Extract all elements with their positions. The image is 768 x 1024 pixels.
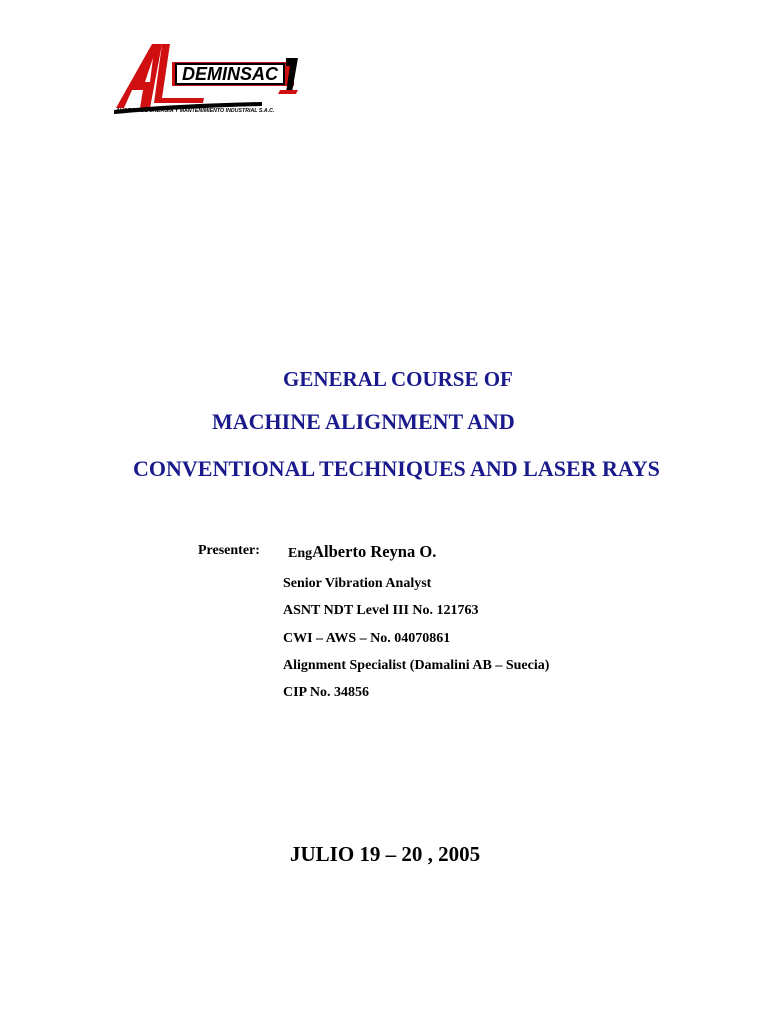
title-line-3: CONVENTIONAL TECHNIQUES AND LASER RAYS [133,456,660,481]
presenter-prefix: Eng [288,546,313,561]
presenter-fullname: Alberto Reyna O. [312,542,437,561]
logo-brand-text: DEMINSAC [182,64,279,84]
credential-2: ASNT NDT Level III No. 121763 [283,603,479,618]
logo-tagline: AHORRO DE ENERGIA Y MANTENIMIENTO INDUSTRIAL S.A.C. [116,108,275,114]
presenter-name [288,542,436,562]
event-date: JULIO 19 – 20 , 2005 [290,842,481,866]
title-line-2: MACHINE ALIGNMENT AND [212,409,515,434]
presenter-label: Presenter: [198,543,260,558]
credential-5: CIP No. 34856 [283,685,369,700]
credential-1: Senior Vibration Analyst [283,576,432,591]
title-line-1: GENERAL COURSE OF [283,367,513,391]
credential-3: CWI – AWS – No. 04070861 [283,631,451,646]
credential-4: Alignment Specialist (Damalini AB – Suecia) [283,658,550,673]
